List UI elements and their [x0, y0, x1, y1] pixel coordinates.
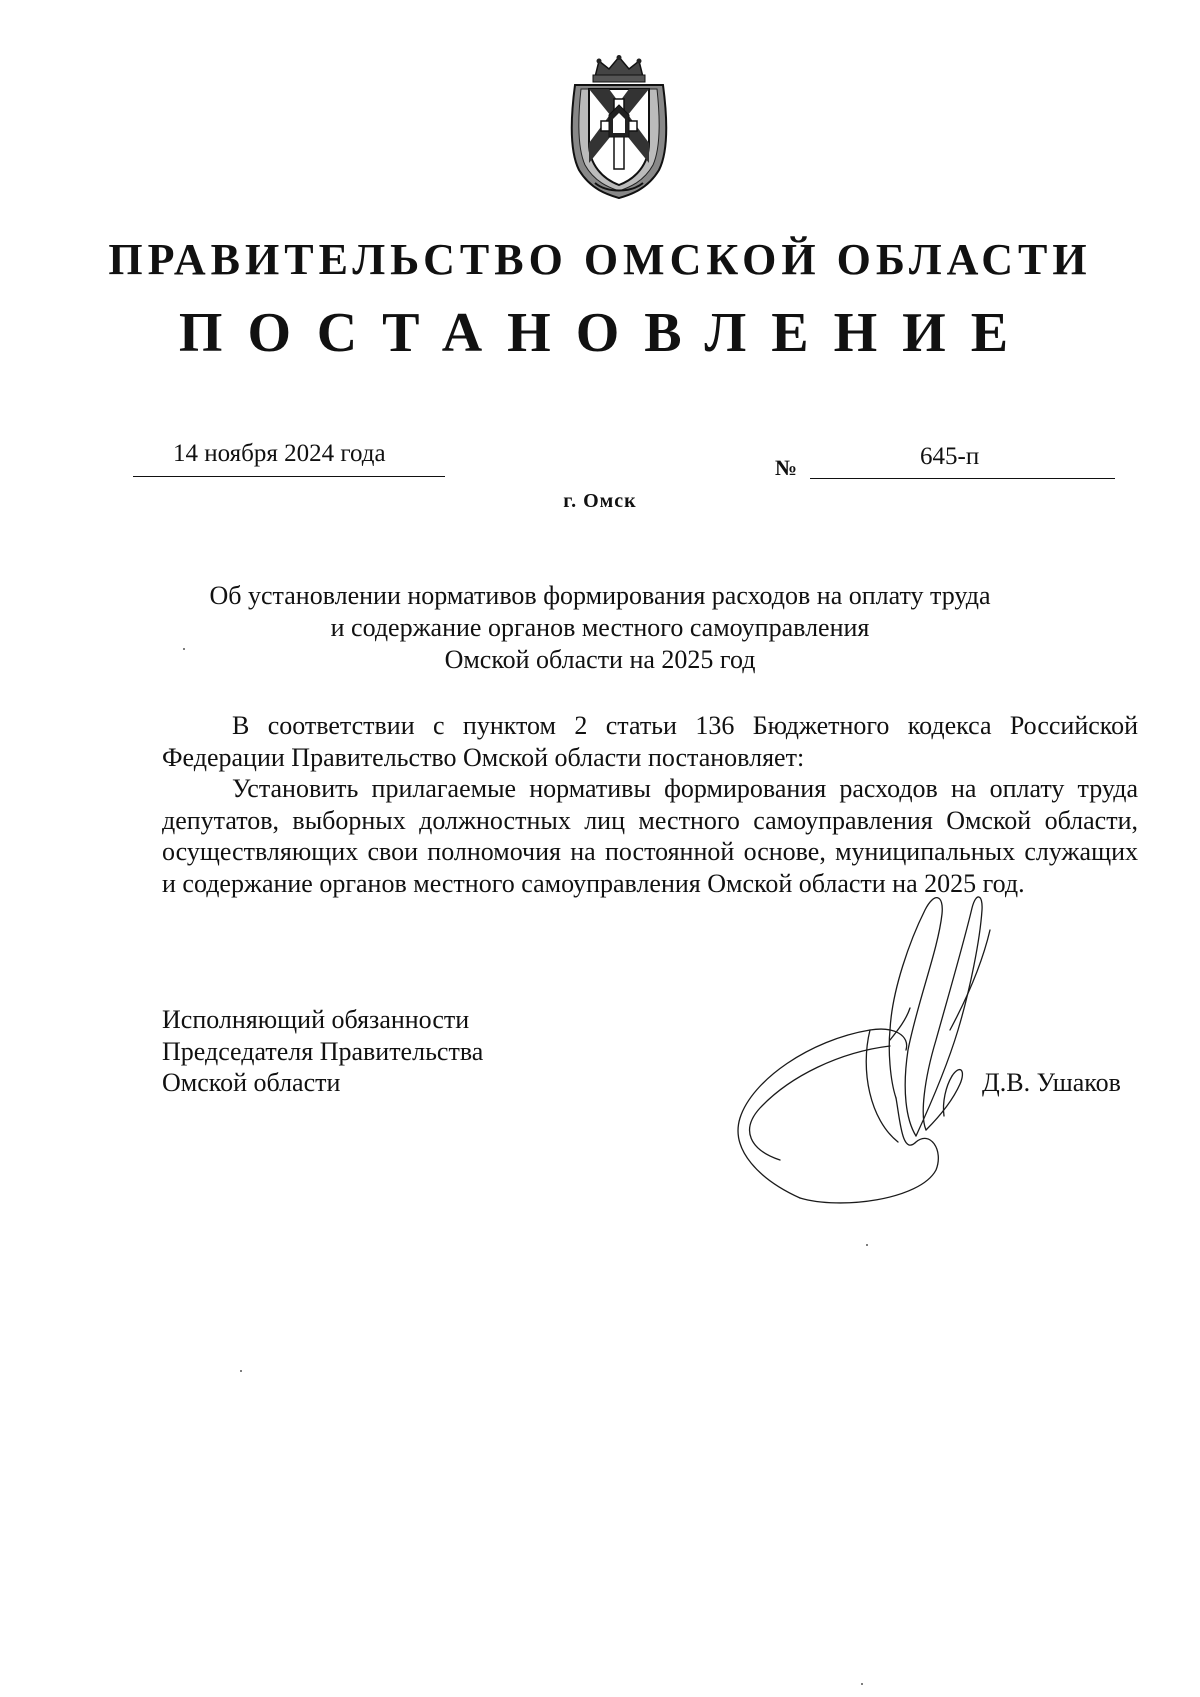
position-line: Председателя Правительства	[162, 1036, 484, 1066]
scan-speck	[866, 1244, 868, 1246]
position-line: Омской области	[162, 1068, 341, 1097]
signatory-position	[162, 1004, 483, 1099]
subject-line: Омской области на 2025 год	[444, 645, 756, 674]
position-line: Исполняющий обязанности	[162, 1005, 470, 1034]
document-subject	[0, 580, 1200, 676]
coat-of-arms-emblem	[565, 55, 673, 200]
number-sign: №	[775, 455, 798, 480]
document-type-heading: ПОСТАНОВЛЕНИЕ	[178, 302, 1034, 364]
scan-speck	[183, 648, 185, 650]
scan-speck	[240, 1370, 242, 1372]
subject-line: и содержание органов местного самоуправления	[330, 613, 870, 642]
scan-speck	[861, 1683, 863, 1685]
body-paragraph: В соответствии с пунктом 2 статьи 136 Бюджетного кодекса Российской Федерации Правительство Омской области постановляет:	[162, 711, 1138, 772]
date-field	[133, 436, 445, 477]
body-paragraph: Установить прилагаемые нормативы формирования расходов на оплату труда депутатов, выборных должностных лиц местного самоуправления Омской области, осуществляющих свои полномочия на постоянной основе, муниципальных служащих и содержание органов местного самоуправления Омской области на 2025 год.	[162, 774, 1138, 898]
document-date: 14 ноября 2024 года	[173, 440, 386, 467]
city-label: г. Омск	[563, 490, 637, 512]
document-body	[162, 710, 1138, 899]
organization-title: ПРАВИТЕЛЬСТВО ОМСКОЙ ОБЛАСТИ	[108, 235, 1092, 284]
number-field	[810, 440, 1115, 479]
document-number: 645-п	[920, 443, 980, 470]
subject-line: Об установлении нормативов формирования расходов на оплату труда	[209, 581, 991, 610]
signatory-name: Д.В. Ушаков	[982, 1068, 1121, 1097]
handwritten-signature	[720, 880, 1040, 1210]
